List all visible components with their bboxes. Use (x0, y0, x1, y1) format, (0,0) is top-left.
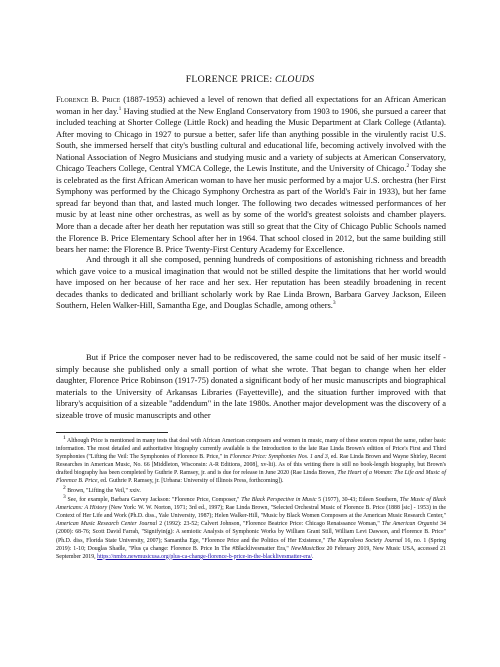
paragraph-3 (56, 352, 446, 421)
footnote-3-title-e: The Kapralova Society Journal (327, 537, 403, 544)
paragraph-1-text-b: Having studied at the New England Conservatory from 1903 to 1906, she pursued a career that included teaching at Shorter College (Little Rock) and heading the Music Department at Clark College (Atlanta). After moving to Chicago in 1927 to pursue a better, safer life than anything possible in the virulently racist U.S. South, she immersed herself that city's bustling cultural and educational life, becoming actively involved with the National Association of Negro Musicians and studying music and a variety of subjects at American Conservatory, Chicago Teachers College, Central YMCA College, the Lewis Institute, and the University of Chicago. (56, 105, 446, 174)
footnote-3-text-e: 34 (2000): 68-76; Scott David Farrah, "Signifyin(g): A semiotic Analysis of Symphonic Works by William Grant Still, William Levi Dawson, and Florence B. Price" (Ph.D. diss, Florida State University, 2007); Samantha Ege, "Florence Price and the Politics of Her Existence," (56, 521, 446, 544)
footnote-ref-1[interactable]: 1 (118, 105, 122, 112)
footnote-3-text-a: See, for example, Barbara Garvey Jackson: "Florence Price, Composer," (65, 497, 242, 504)
paragraph-2 (56, 254, 446, 312)
footnote-divider (56, 432, 168, 433)
footnote-3-text-g: 20 February 2019, New Music USA, accessed 21 September 2019, (56, 545, 446, 560)
footnote-ref-3[interactable]: 3 (332, 300, 336, 307)
footnote-2 (56, 484, 446, 495)
paragraph-1-text: (1887-1953) achieved a level of renown that defied all expectations for an African American woman in her day. (56, 94, 446, 116)
footnote-3-text-f: 16, no. 1 (Spring 2019): 1-10; Douglas Shadle, "Plus ça change: Florence B. Price In The #Blacklivesmatter Era," (56, 537, 447, 552)
footnote-3-title-a: The Black Perspective in Music (241, 497, 317, 504)
paragraph-1 (56, 94, 446, 256)
footnotes (56, 437, 446, 562)
title-composer: FLORENCE PRICE: (185, 74, 275, 85)
footnote-3-text-b: 5 (1977), 30-43; Eileen Southern, (316, 497, 400, 504)
footnote-3-title-c: American Music Research Center Journal (56, 521, 158, 528)
footnote-3-title-b: The Music of Black Americans: A History (56, 497, 446, 512)
footnote-2-text: Brown, "Lifting the Veil," xxiv. (65, 487, 141, 494)
footnote-1-title-a: Florence Price: Symphonies Nos. 1 and 3 (229, 454, 328, 461)
title-work: CLOUDS (274, 74, 315, 85)
footnote-3-text-c: (New York: W. W. Norton, 1971; 3rd ed., 1997); Rae Linda Brown, "Selected Orchestral Music of Florence B. Price (1888 [sic] - 1953) in the Context of Her Life and Work (Ph.D. diss., Yale University, 1987); Helen Walker-Hill, "Music by Black Women Composers at the American Music Research Center," (56, 505, 446, 520)
paragraph-1-lead: Florence B. Price (56, 94, 121, 104)
footnote-3-title-d: The American Organist (381, 521, 439, 528)
footnote-1-text-a: Although Price is mentioned in many tests that deal with African American composers and women in music, many of these sources repeat the same, rather basic information. The most detailed and authoritative biography currently available is the Introduction to the late Rae Linda Brown's edition of Price's First and Third Symphonies ("Lifting the Veil: The Symphonies of Florence B. Price," in (56, 438, 446, 461)
paragraph-2-text: And through it all she composed, penning hundreds of compositions of astonishing richness and breadth which gave voice to a musical imagination that would not be stilled despite the limitations that her world would have imposed on her because of her race and her sex. Her reputation has been steadily broadening in recent decades thanks to dedicated and brilliant scholarly work by Rae Linda Brown, Barbara Garvey Jackson, Eileen Southern, Helen Walker-Hill, Samantha Ege, and Douglas Schadle, among others. (56, 254, 446, 311)
footnote-ref-2[interactable]: 2 (406, 163, 410, 170)
footnote-3-title-f: NewMusicBox (290, 545, 325, 552)
footnote-1-text-b: , ed. Rae Linda Brown and Wayne Shirley, Recent Researches in American Music, No. 66 [Middleton, Wisconsin: A-R Editions, 2008], xv-lii). As of this writing there is still no book-length biography, but Brown's drafted biography has been completed by Guthrie P. Ramsey, jr. and is due for release in June 2020 (Rae Linda Brown, (56, 454, 446, 477)
footnote-1-text-c: , ed. Guthrie P. Ramsey, jr. [Urbana: University of Illinois Press, forthcoming]). (97, 478, 284, 485)
footnote-1-title-b: The Heart of a Woman: The Life and Music of Florence B. Price (56, 470, 446, 485)
paragraph-3-text: But if Price the composer never had to be rediscovered, the same could not be said of her music itself - simply because she published only a small portion of what she wrote. That began to change when her elder daughter, Florence Price Robinson (1917-75) donated a significant body of her music manuscripts and biographical materials to the University of Arkansas Libraries (Fayetteville), and the situation further improved with that library's acquisition of a sizeable "addendum" in the late 1980s. Another major development was the discovery of a sizeable trove of music manuscripts and other (56, 352, 446, 420)
footnote-1-number: 1 (63, 435, 66, 442)
page-title (0, 74, 500, 85)
footnote-2-number: 2 (63, 484, 66, 491)
footnote-3 (56, 496, 446, 561)
paragraph-1-text-c: Today she is celebrated as the first African American woman to have her music performed by a major U.S. orchestra (her First Symphony was performed by the Chicago Symphony Orchestra as part of the World's Fair in 1933), but her fame spread far beyond than that, and lasted much longer. The following two decades witnessed performances of her music by at least nine other orchestras, as well as by some of the world's greatest soloists and chamber players. More than a decade after her death her reputation was still so great that the City of Chicago Public Schools named the Florence B. Price Elementary School after her in 1964. That school closed in 2012, but the same building still bears her name: the Florence B. Price Twenty-First Century Academy for Excellence. (56, 163, 446, 255)
footnote-3-text-h: . (312, 553, 314, 560)
footnote-3-number: 3 (63, 494, 66, 501)
footnote-3-text-d: 2 (1992): 23-52; Calvert Johnson, "Florence Beatrice Price: Chicago Renaissance Woman," (157, 521, 382, 528)
footnote-3-link[interactable]: https://nmbx.newmusicusa.org/plus-ca-change-florence-b-price-in-the-blacklivesmatter-era/ (97, 553, 312, 560)
footnote-1 (56, 437, 446, 486)
